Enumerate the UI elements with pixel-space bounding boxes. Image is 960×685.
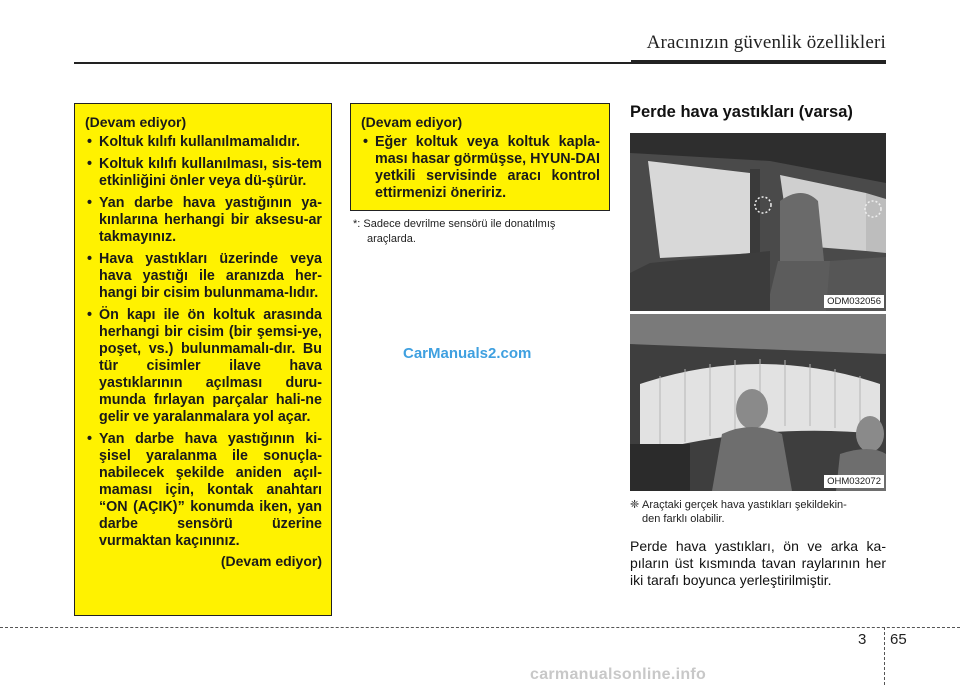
header-rule-accent (631, 60, 886, 64)
header-title: Aracınızın güvenlik özellikleri (646, 32, 886, 53)
warning-box-middle (350, 103, 610, 211)
body-paragraph: Perde hava yastıkları, ön ve arka ka-pıların üst kısmında tavan raylarının her iki tarafı boyunca yerleştirilmiştir. (630, 538, 886, 588)
warning-list (85, 134, 322, 550)
interior-photo-curtain-deployed (630, 314, 886, 491)
footnote-line: Sadece devrilme sensörü ile donatılmış (363, 218, 556, 230)
warning-box-left (74, 103, 332, 616)
list-item: • Yan darbe hava yastığının ya-kınlarına herhangi bir aksesu-ar takmayınız. (85, 195, 322, 246)
box-continued: (Devam ediyor) (220, 553, 322, 569)
caption-line: Araçtaki gerçek hava yastıkları şekildekin- (642, 499, 847, 511)
box-heading: (Devam ediyor) (361, 114, 463, 130)
interior-photo-curtain-location (630, 133, 886, 311)
caption-line: den farklı olabilir. (642, 513, 725, 525)
warning-list (361, 134, 600, 202)
page-number: 65 (890, 631, 907, 648)
footnote-line: araçlarda. (367, 233, 416, 245)
list-item: • Eğer koltuk veya koltuk kapla-ması hasar görmüşse, HYUN-DAI yetkili servisinde aracı kontrol ettirmenizi öneririz. (361, 134, 600, 202)
photo-caption (630, 498, 886, 526)
watermark: CarManuals2.com (403, 345, 532, 362)
list-item: • Koltuk kılıfı kullanılmamalıdır. (85, 134, 322, 151)
photo-code: OHM032072 (824, 475, 884, 488)
footnote (353, 217, 603, 247)
photo-code: ODM032056 (824, 295, 884, 308)
footer-divider (884, 627, 885, 685)
box-heading: (Devam ediyor) (85, 114, 187, 130)
section-title: Perde hava yastıkları (varsa) (630, 103, 853, 121)
list-item: • Koltuk kılıfı kullanılması, sis-tem etkinliğini önler veya dü-şürür. (85, 156, 322, 190)
list-item: • Yan darbe hava yastığının ki-şisel yaralanma ile sonuçla-nabilecek şekilde aniden açıl-maması için, kontak anahtarı “ON (AÇIK)” konumda iken, yan darbe sensörü üzerine vurmaktan kaçınınız. (85, 431, 322, 550)
footnote-marker: *: (353, 218, 361, 230)
list-item: • Ön kapı ile ön koltuk arasında herhangi bir cisim (bir şemsi-ye, poşet, vs.) bulunmamalı-dır. Bu tür cisimler ilave hava yastıklarının açılması duru-munda fırlayan parçalar hali-ne gelir ve yaralanmalara yol açar. (85, 307, 322, 426)
caption-symbol: ❈ (630, 499, 640, 511)
deployed-airbag-illustration (630, 314, 886, 491)
chapter-number: 3 (858, 631, 867, 648)
watermark: carmanualsonline.info (530, 666, 707, 683)
car-interior-illustration (630, 133, 886, 311)
list-item: • Hava yastıkları üzerinde veya hava yastığı ile aranızda her-hangi bir cisim bulunmama-lıdır. (85, 251, 322, 302)
footer-rule (0, 627, 960, 628)
